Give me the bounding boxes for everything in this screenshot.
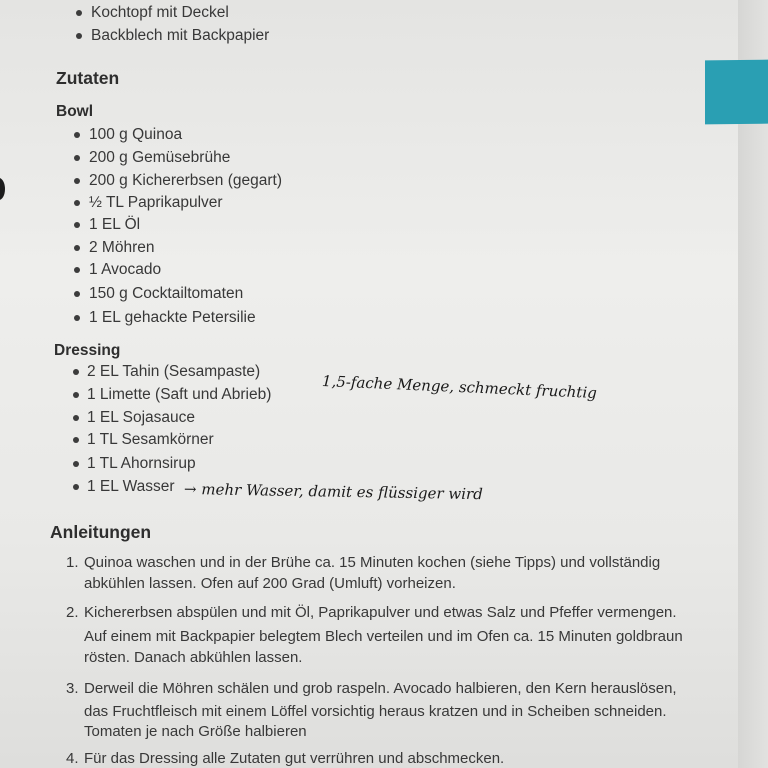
step-text-line: rösten. Danach abkühlen lassen. (84, 649, 303, 666)
bullet-icon (76, 33, 82, 39)
step-text-line: Für das Dressing alle Zutaten gut verrühren und abschmecken. (84, 750, 505, 767)
bullet-icon (74, 132, 80, 138)
bullet-icon (74, 267, 80, 273)
ingredient-item: 2 Möhren (89, 239, 155, 256)
step-number: 2. (66, 604, 79, 621)
ingredient-item: 1 Limette (Saft und Abrieb) (87, 386, 272, 403)
ingredient-item: 200 g Gemüsebrühe (89, 149, 231, 166)
bullet-icon (74, 178, 80, 184)
ingredient-item: 2 EL Tahin (Sesampaste) (87, 363, 261, 380)
handwritten-note-tahin: 1,5-fache Menge, schmeckt fruchtig (321, 372, 598, 402)
ingredients-heading: Zutaten (56, 68, 120, 88)
bowl-heading: Bowl (56, 103, 94, 120)
bullet-icon (74, 245, 80, 251)
bullet-icon (74, 155, 80, 161)
step-number: 3. (66, 680, 79, 697)
bullet-icon (73, 484, 79, 490)
bullet-icon (73, 392, 79, 398)
instructions-heading: Anleitungen (50, 522, 152, 542)
step-text-line: abkühlen lassen. Ofen auf 200 Grad (Umluft) vorheizen. (84, 575, 456, 592)
bullet-icon (74, 222, 80, 228)
dressing-heading: Dressing (54, 342, 121, 359)
ingredient-item: ½ TL Paprikapulver (89, 194, 223, 211)
bullet-icon (73, 415, 79, 421)
step-number: 4. (66, 750, 79, 767)
bullet-icon (76, 10, 82, 16)
step-text-line: Quinoa waschen und in der Brühe ca. 15 Minuten kochen (siehe Tipps) und vollständig (84, 554, 661, 571)
bullet-icon (74, 291, 80, 297)
ingredient-item: 1 Avocado (89, 261, 162, 278)
step-text-line: das Fruchtfleisch mit einem Löffel vorsichtig heraus kratzen und in Scheiben schneiden. (84, 703, 667, 720)
bullet-icon (73, 461, 79, 467)
bullet-icon (74, 200, 80, 206)
ingredient-item: 1 EL Sojasauce (87, 409, 196, 426)
step-text-line: Kichererbsen abspülen und mit Öl, Paprikapulver und etwas Salz und Pfeffer vermengen. (84, 604, 677, 621)
index-tab-marker (705, 60, 768, 125)
step-text-line: Derweil die Möhren schälen und grob raspeln. Avocado halbieren, den Kern herauslösen, (84, 680, 677, 697)
binder-clip-edge (0, 178, 5, 200)
ingredient-item: 100 g Quinoa (89, 126, 183, 143)
ingredient-item: 1 EL gehackte Petersilie (89, 309, 256, 326)
equipment-item: Backblech mit Backpapier (91, 27, 270, 44)
ingredient-item: 1 TL Ahornsirup (87, 455, 196, 472)
bullet-icon (74, 315, 80, 321)
ingredient-item: 1 EL Öl (89, 216, 141, 233)
step-number: 1. (66, 554, 79, 571)
ingredient-item: 150 g Cocktailtomaten (89, 285, 244, 302)
ingredient-item: 1 TL Sesamkörner (87, 431, 214, 448)
ingredient-item: 1 EL Wasser (87, 478, 175, 495)
bullet-icon (73, 369, 79, 375)
step-text-line: Tomaten je nach Größe halbieren (84, 723, 307, 740)
handwritten-note-wasser: → mehr Wasser, damit es flüssiger wird (183, 480, 483, 504)
equipment-item: Kochtopf mit Deckel (91, 4, 229, 21)
step-text-line: Auf einem mit Backpapier belegtem Blech verteilen und im Ofen ca. 15 Minuten goldbraun (84, 628, 683, 645)
bullet-icon (73, 437, 79, 443)
ingredient-item: 200 g Kichererbsen (gegart) (89, 172, 283, 189)
